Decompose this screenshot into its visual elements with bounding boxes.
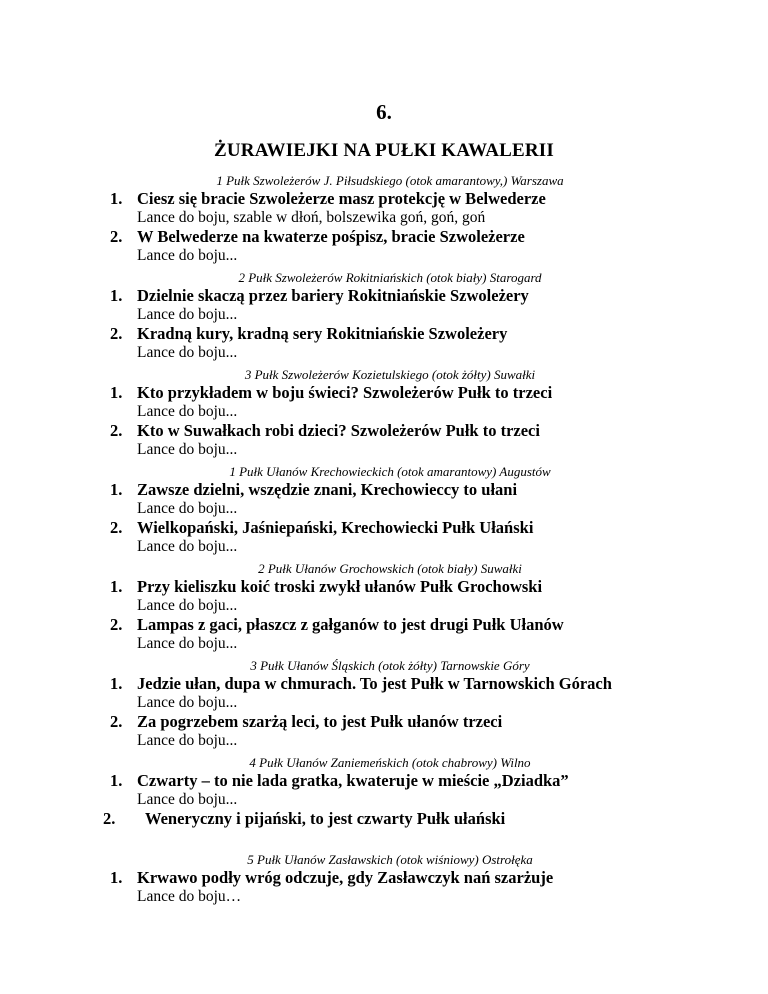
verse-number: 1. [110, 868, 123, 887]
verse-refrain: Lance do boju... [137, 635, 238, 652]
section-2-ulanow [0, 560, 768, 653]
verse-text: W Belwederze na kwaterze pośpisz, bracie Szwoleżerze [137, 227, 525, 246]
verse-refrain: Lance do boju, szable w dłoń, bolszewika goń, goń, goń [137, 209, 486, 226]
verse-number: 1. [110, 286, 123, 305]
verse-number: 1. [110, 383, 123, 402]
section-1-ulanow [0, 463, 768, 556]
verse [0, 771, 768, 809]
verse-text: Krwawo podły wróg odczuje, gdy Zasławczyk nań szarżuje [137, 868, 554, 887]
section-3-ulanow [0, 657, 768, 750]
verse-number: 1. [110, 674, 123, 693]
verse-text: Wielkopański, Jaśniepański, Krechowiecki Pułk Ułański [137, 518, 534, 537]
verse [0, 868, 768, 906]
verse [0, 286, 768, 324]
verse-text: Czwarty – to nie lada gratka, kwateruje w mieście „Dziadka” [137, 771, 569, 790]
verse-number: 2. [103, 809, 116, 828]
verse-number: 2. [110, 227, 123, 246]
regiment-heading: 3 Pułk Szwoleżerów Kozietulskiego (otok żółty) Suwałki [244, 367, 536, 382]
verse-number: 1. [110, 771, 123, 790]
verse [0, 189, 768, 227]
regiment-heading: 5 Pułk Ułanów Zasławskich (otok wiśniowy) Ostrołęka [247, 852, 533, 867]
verse-refrain: Lance do boju... [137, 247, 238, 264]
verse-number: 1. [110, 577, 123, 596]
verse [0, 809, 768, 829]
verse [0, 383, 768, 421]
verse-refrain: Lance do boju... [137, 306, 238, 323]
verse-text: Dzielnie skaczą przez bariery Rokitniańskie Szwoleżery [137, 286, 529, 305]
verse [0, 324, 768, 362]
verse [0, 227, 768, 265]
verse-refrain: Lance do boju... [137, 344, 238, 361]
verse-text: Kradną kury, kradną sery Rokitniańskie Szwoleżery [137, 324, 508, 343]
verse-number: 2. [110, 421, 123, 440]
verse-text: Kto w Suwałkach robi dzieci? Szwoleżerów Pułk to trzeci [137, 421, 540, 440]
verse-number: 2. [110, 518, 123, 537]
verse-text: Ciesz się bracie Szwoleżerze masz protekcję w Belwederze [137, 189, 546, 208]
verse-refrain: Lance do boju... [137, 597, 238, 614]
page-number: 6. [376, 100, 392, 124]
verse-number: 1. [110, 480, 123, 499]
verse-refrain: Lance do boju... [137, 694, 238, 711]
verse [0, 712, 768, 750]
verse-text: Lampas z gaci, płaszcz z gałganów to jest drugi Pułk Ułanów [137, 615, 564, 634]
verse-number: 1. [110, 189, 123, 208]
section-5-ulanow [0, 851, 768, 906]
verse [0, 518, 768, 556]
verse-refrain: Lance do boju... [137, 791, 238, 808]
regiment-heading: 4 Pułk Ułanów Zaniemeńskich (otok chabrowy) Wilno [249, 755, 531, 770]
verse [0, 421, 768, 459]
regiment-heading: 2 Pułk Ułanów Grochowskich (otok biały) Suwałki [258, 561, 522, 576]
verse-refrain: Lance do boju… [137, 888, 242, 905]
section-3-szwolezerow [0, 366, 768, 459]
verse [0, 674, 768, 712]
verse [0, 480, 768, 518]
verse-refrain: Lance do boju... [137, 441, 238, 458]
verse-text: Weneryczny i pijański, to jest czwarty Pułk ułański [145, 809, 506, 828]
regiment-heading: 1 Pułk Ułanów Krechowieckich (otok amarantowy) Augustów [229, 464, 551, 479]
regiment-heading: 1 Pułk Szwoleżerów J. Piłsudskiego (otok amarantowy,) Warszawa [216, 173, 564, 188]
verse-refrain: Lance do boju... [137, 538, 238, 555]
verse-refrain: Lance do boju... [137, 403, 238, 420]
verse-number: 2. [110, 615, 123, 634]
verse-text: Jedzie ułan, dupa w chmurach. To jest Pułk w Tarnowskich Górach [137, 674, 612, 693]
verse [0, 577, 768, 615]
verse-number: 2. [110, 712, 123, 731]
verse-number: 2. [110, 324, 123, 343]
song-sections [0, 172, 768, 906]
section-1-szwolezerow [0, 172, 768, 265]
section-4-ulanow [0, 754, 768, 829]
verse [0, 615, 768, 653]
section-2-szwolezerow [0, 269, 768, 362]
verse-refrain: Lance do boju... [137, 732, 238, 749]
verse-text: Przy kieliszku koić troski zwykł ułanów Pułk Grochowski [137, 577, 543, 596]
regiment-heading: 2 Pułk Szwoleżerów Rokitniańskich (otok biały) Starogard [238, 270, 542, 285]
verse-text: Kto przykładem w boju świeci? Szwoleżerów Pułk to trzeci [137, 383, 553, 402]
verse-text: Zawsze dzielni, wszędzie znani, Krechowieccy to ułani [137, 480, 518, 499]
verse-refrain: Lance do boju... [137, 500, 238, 517]
verse-text: Za pogrzebem szarżą leci, to jest Pułk ułanów trzeci [137, 712, 503, 731]
page-title: ŻURAWIEJKI NA PUŁKI KAWALERII [214, 140, 554, 161]
regiment-heading: 3 Pułk Ułanów Śląskich (otok żółty) Tarnowskie Góry [250, 658, 530, 673]
